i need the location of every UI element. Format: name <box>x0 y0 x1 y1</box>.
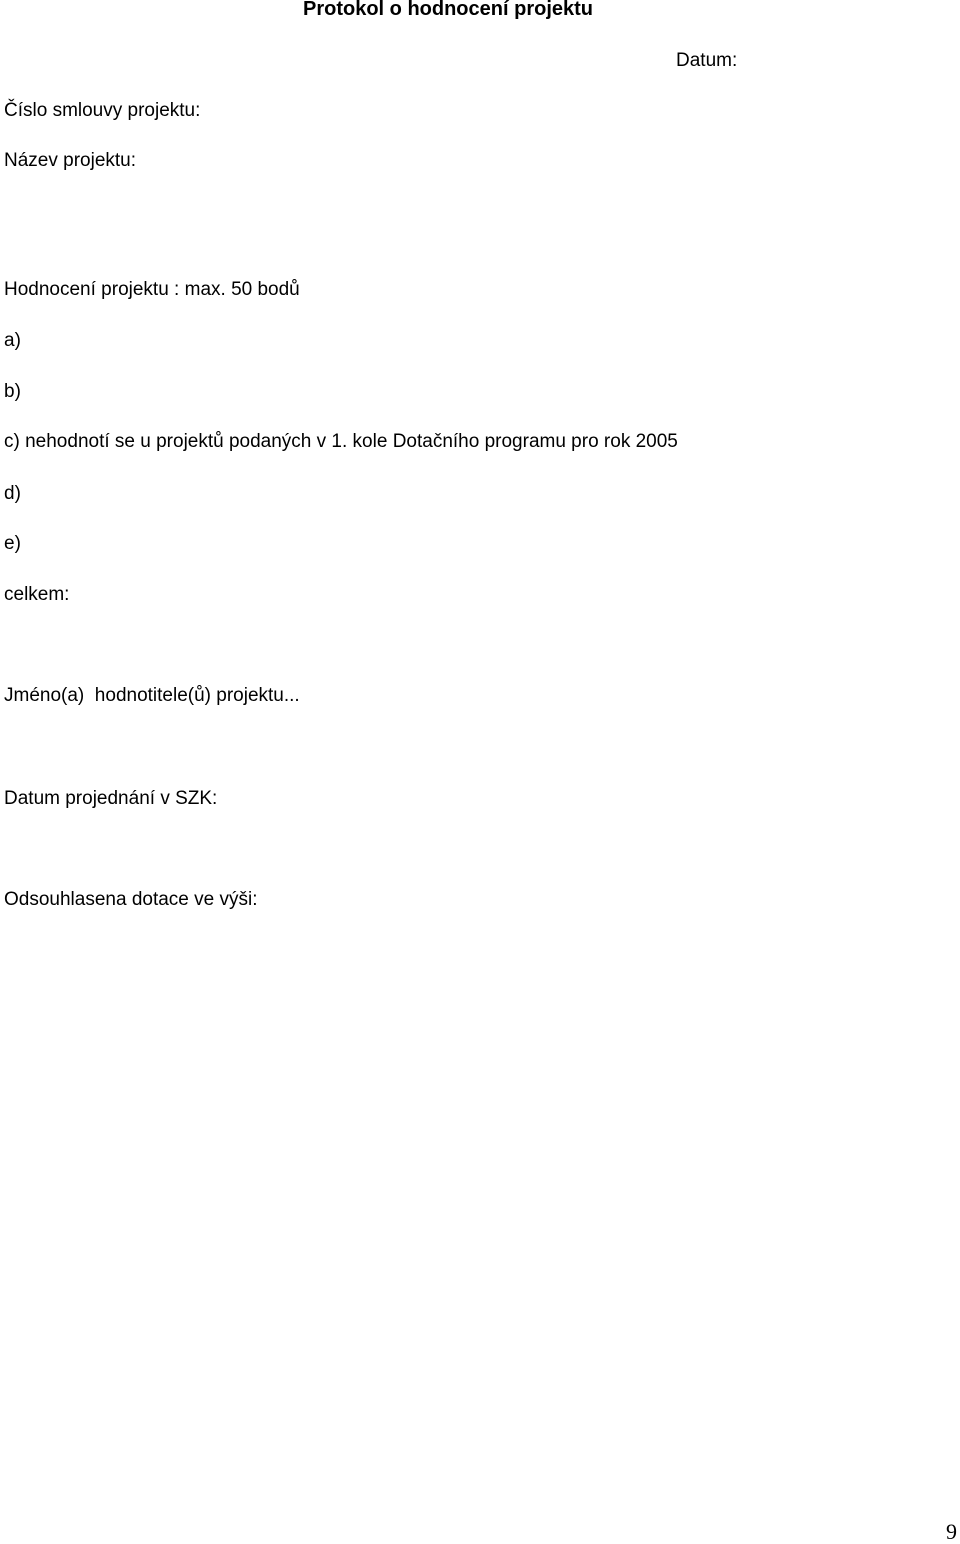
evaluation-item-a: a) <box>4 330 21 351</box>
evaluation-item-b: b) <box>4 381 21 402</box>
contract-number-label: Číslo smlouvy projektu: <box>4 100 201 121</box>
document-title: Protokol o hodnocení projektu <box>303 0 593 20</box>
evaluation-item-c: c) nehodnotí se u projektů podaných v 1. kole Dotačního programu pro rok 2005 <box>4 431 678 452</box>
evaluation-item-e: e) <box>4 533 21 554</box>
evaluation-total-label: celkem: <box>4 584 70 605</box>
szk-date-label: Datum projednání v SZK: <box>4 788 218 809</box>
date-label: Datum: <box>676 50 738 71</box>
page-number: 9 <box>946 1519 957 1544</box>
evaluator-name-label: Jméno(a) hodnotitele(ů) projektu... <box>4 685 300 706</box>
project-name-label: Název projektu: <box>4 150 137 171</box>
approved-grant-label: Odsouhlasena dotace ve výši: <box>4 889 258 910</box>
evaluation-heading: Hodnocení projektu : max. 50 bodů <box>4 279 300 300</box>
evaluation-item-d: d) <box>4 483 21 504</box>
